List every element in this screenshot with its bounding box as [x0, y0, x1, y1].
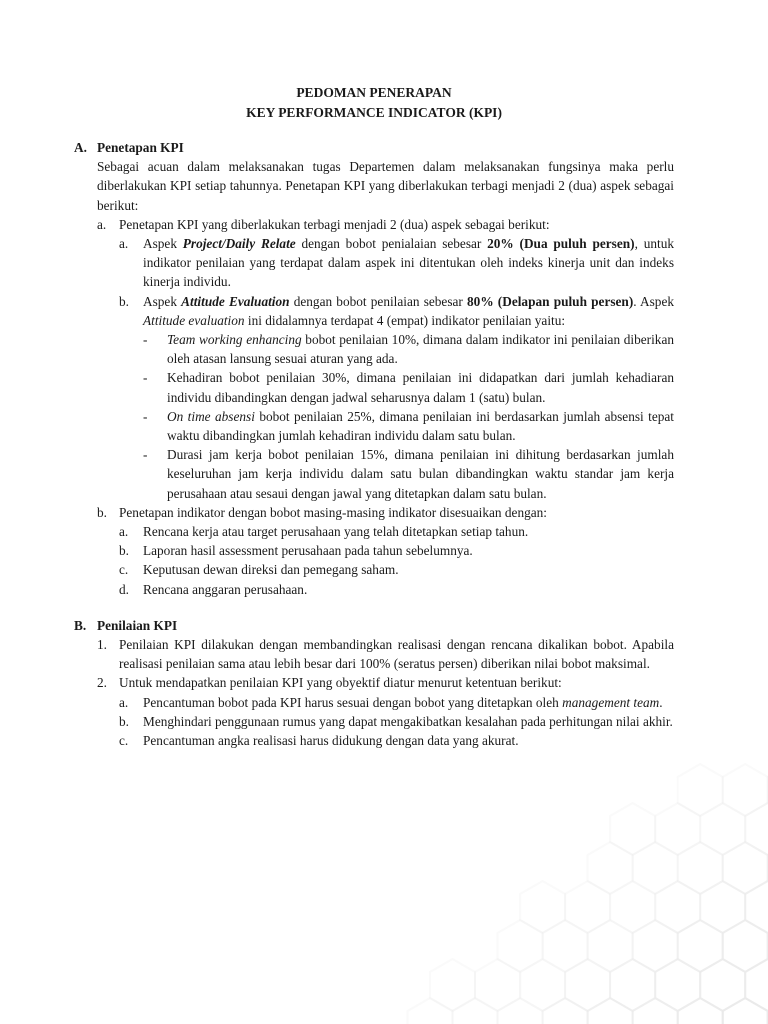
aspect-attitude-item: [119, 292, 674, 330]
hexagon-shape: [588, 998, 633, 1024]
indicator-text: [167, 368, 674, 406]
aspect-project-weight: 20% (Dua puluh persen): [487, 236, 635, 252]
basis-text: Rencana anggaran perusahaan.: [143, 581, 308, 597]
list-marker: b.: [97, 504, 107, 520]
section-a: [74, 138, 674, 599]
aspect-project-name: Project/Daily Relate: [182, 236, 296, 252]
dash-marker: -: [143, 370, 148, 386]
section-b: [74, 616, 674, 750]
hexagon-shape: [723, 842, 768, 894]
section-a-heading: [74, 138, 674, 157]
indicator-text: [167, 445, 674, 503]
text-run: dengan bobot penilaian sebesar: [289, 293, 468, 309]
text-run: Pencantuman bobot pada KPI harus sesuai dengan bobot yang ditetapkan oleh: [143, 694, 563, 710]
list-marker: a.: [97, 216, 107, 232]
list-item-2: [97, 673, 674, 692]
text-run: , untuk indikator penilaian yang terdapat dalam aspek ini ditentukan oleh indeks kinerja unit dan indeks kinerja individu.: [143, 236, 674, 290]
list-item-1-text: Penilaian KPI dilakukan dengan membandingkan realisasi dengan rencana dikalikan bobot. Apabila realisasi penilaian sama atau lebih besar dari 100% (seratus persen) diberikan nilai bobot maksimal.: [119, 637, 674, 672]
list-item-b: [97, 503, 674, 522]
hexagon-shape: [678, 842, 723, 894]
hexagon-shape: [700, 959, 745, 1011]
indicator-item: [143, 368, 674, 406]
list-item-1: [97, 635, 674, 673]
text-run: On time absensi: [167, 408, 255, 424]
hexagon-shape: [610, 959, 655, 1011]
hexagon-shape: [745, 803, 768, 855]
list-marker: a.: [119, 236, 129, 252]
section-a-letter: A.: [74, 140, 87, 155]
basis-item: [119, 541, 674, 560]
basis-item: [119, 560, 674, 579]
indicator-text: [167, 407, 674, 445]
hexagon-shape: [453, 998, 498, 1024]
hexagon-shape: [543, 998, 588, 1024]
list-item-a-text: Penetapan KPI yang diberlakukan terbagi menjadi 2 (dua) aspek sebagai berikut:: [119, 216, 550, 232]
hexagon-shape: [700, 881, 745, 933]
text-run: Durasi jam kerja bobot penilaian 15%, dimana penilaian ini dihitung berdasarkan jumlah keseluruhan jam kerja individu dalam satu bulan dibandingkan waktu standar jam kerja perusahaan atau sesaui dengan jawal yang ditetapkan dalam satu bulan.: [167, 447, 674, 501]
hexagon-shape: [633, 998, 678, 1024]
list-marker: b.: [119, 293, 129, 309]
hexagon-shape: [655, 881, 700, 933]
hexagon-shape: [498, 998, 543, 1024]
list-item-2-text: Untuk mendapatkan penilaian KPI yang obyektif diatur menurut ketentuan berikut:: [119, 675, 562, 691]
indicator-item: [143, 330, 674, 368]
hexagon-shape: [723, 764, 768, 816]
text-run: dengan bobot penialaian sebesar: [295, 236, 488, 252]
list-marker: 1.: [97, 637, 107, 653]
title-line-1: PEDOMAN PENERAPAN: [296, 85, 452, 100]
section-a-intro: Sebagai acuan dalam melaksanakan tugas Departemen dalam melaksanakan fungsinya maka perlu diberlakukan KPI setiap tahunnya. Penetapan KPI yang diberlakukan terbagi menjadi 2 (dua) aspek sebagai berikut:: [97, 159, 674, 213]
list-item-a: [97, 215, 674, 234]
basis-text: Rencana kerja atau target perusahaan yang telah ditetapkan setiap tahun.: [143, 524, 529, 540]
rule-text: Menghindari penggunaan rumus yang dapat mengakibatkan kesalahan pada perhitungan nilai akhir.: [143, 713, 673, 729]
hexagon-shape: [633, 842, 678, 894]
basis-item: [119, 580, 674, 599]
section-b-title: Penilaian KPI: [97, 617, 178, 633]
document-title: [74, 83, 674, 122]
hexagon-shape: [565, 959, 610, 1011]
hexagon-shape: [655, 803, 700, 855]
text-run: .: [659, 694, 663, 710]
rule-item: [119, 693, 674, 712]
hexagon-shape: [700, 803, 745, 855]
hexagon-shape: [588, 920, 633, 972]
list-item-b-text: Penetapan indikator dengan bobot masing-masing indikator disesuaikan dengan:: [119, 504, 547, 520]
list-marker: d.: [119, 581, 129, 597]
hexagon-shape: [610, 881, 655, 933]
indicator-item: [143, 407, 674, 445]
text-run: . Aspek: [633, 293, 674, 309]
hexagon-shape: [520, 881, 565, 933]
list-marker: a.: [119, 524, 129, 540]
basis-item: [119, 522, 674, 541]
list-marker: a.: [119, 694, 129, 710]
hexagon-shape: [678, 764, 723, 816]
hexagon-shape: [498, 920, 543, 972]
rule-item: [119, 712, 674, 731]
hexagon-shape: [678, 920, 723, 972]
hexagon-shape: [745, 959, 768, 1011]
hexagon-shape: [745, 881, 768, 933]
aspect-attitude-text: [143, 292, 674, 330]
hexagon-shape: [475, 959, 520, 1011]
aspect-attitude-name: Attitude Evaluation: [181, 293, 290, 309]
list-marker: c.: [119, 733, 129, 749]
hexagon-shape: [408, 998, 453, 1024]
hexagon-shape: [543, 920, 588, 972]
aspect-attitude-weight: 80% (Delapan puluh persen): [467, 293, 634, 309]
text-run: Aspek: [143, 236, 183, 252]
title-line-2: KEY PERFORMANCE INDICATOR (KPI): [246, 104, 502, 120]
hexagon-shape: [723, 920, 768, 972]
hexagon-shape: [430, 959, 475, 1011]
section-b-heading: [74, 616, 674, 635]
basis-text: Keputusan dewan direksi dan pemegang saham.: [143, 562, 399, 578]
aspect-project-item: [119, 234, 674, 292]
section-a-title: Penetapan KPI: [97, 140, 184, 155]
text-run: management team: [562, 694, 660, 710]
dash-marker: -: [143, 408, 148, 424]
rule-item: [119, 731, 674, 750]
text-run: bobot penilaian 25%, dimana penilaian ini berdasarkan jumlah absensi tepat waktu dibandingkan jumlah kehadiran individu dalam satu bulan.: [167, 408, 674, 444]
hexagon-shape: [610, 803, 655, 855]
hexagon-shape: [723, 998, 768, 1024]
text-run: bobot penilaian 10%, dimana dalam indikator ini penilaian diberikan oleh atasan lansung sesuai aturan yang ada.: [167, 332, 674, 367]
hexagon-shape: [520, 959, 565, 1011]
list-marker: b.: [119, 713, 129, 729]
list-marker: c.: [119, 562, 129, 578]
dash-marker: -: [143, 447, 148, 463]
text-run: ini didalamnya terdapat 4 (empat) indikator penilaian yaitu:: [244, 312, 566, 328]
indicator-text: [167, 330, 674, 368]
dash-marker: -: [143, 332, 148, 348]
hexagon-shape: [655, 959, 700, 1011]
hexagon-shape: [565, 881, 610, 933]
text-run: Attitude evaluation: [143, 312, 245, 328]
indicator-item: [143, 445, 674, 503]
hexagon-shape: [633, 920, 678, 972]
document-page: [74, 83, 674, 750]
aspect-project-text: [143, 234, 674, 292]
section-b-letter: B.: [74, 617, 87, 633]
text-run: Aspek: [143, 293, 182, 309]
list-marker: 2.: [97, 675, 107, 691]
hexagon-shape: [678, 998, 723, 1024]
rule-text: Pencantuman angka realisasi harus didukung dengan data yang akurat.: [143, 733, 519, 749]
rule-text: [143, 693, 674, 712]
basis-text: Laporan hasil assessment perusahaan pada tahun sebelumnya.: [143, 543, 473, 559]
list-marker: b.: [119, 543, 129, 559]
text-run: Kehadiran bobot penilaian 30%, dimana penilaian ini didapatkan dari jumlah kehadiaran individu dibandingkan dengan jadwal seharusnya dalam 1 (satu) bulan.: [167, 370, 674, 405]
text-run: Team working enhancing: [167, 332, 302, 348]
hexagon-shape: [588, 842, 633, 894]
